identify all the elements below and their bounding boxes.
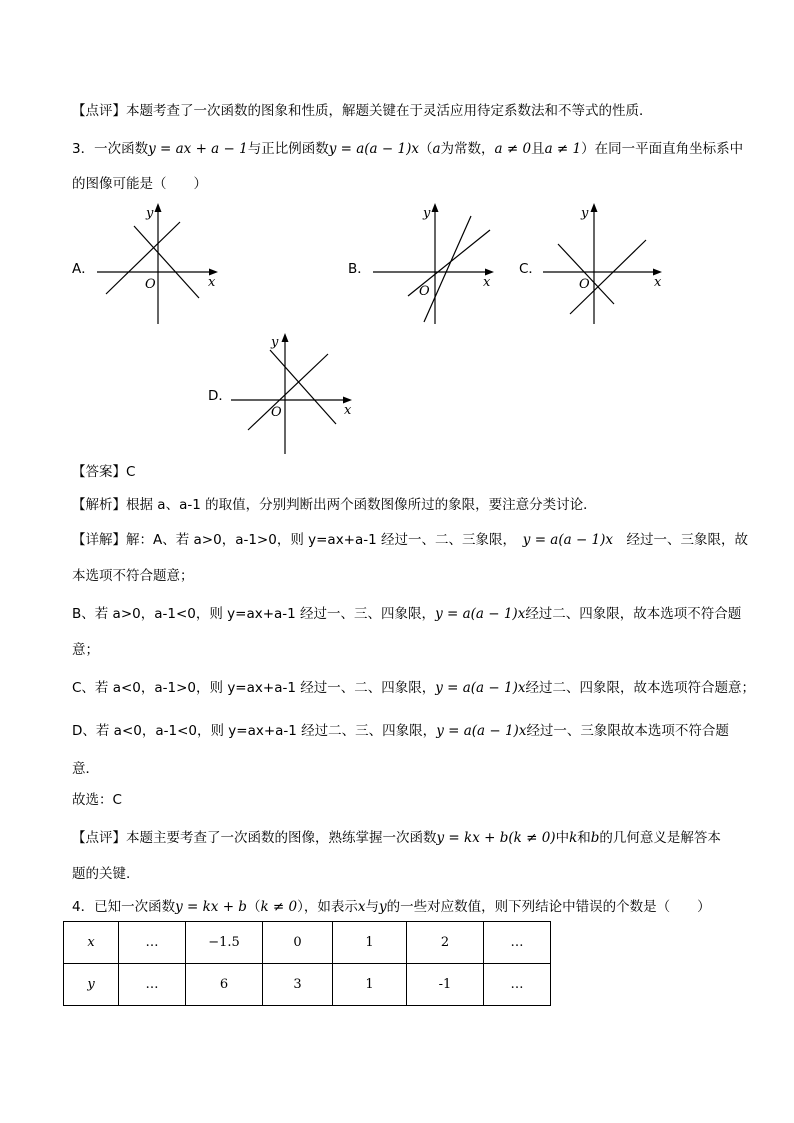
review2-equation: y = kx + b(k ≠ 0) <box>436 830 556 846</box>
q4-equation: y = kx + b <box>175 899 247 915</box>
y-axis-label: y <box>423 206 431 221</box>
option-c-graph <box>540 200 670 328</box>
detail-l1-text-a: 【详解】解：A、若 a>0，a-1>0，则 y=ax+a-1 经过一、二、三象限， <box>72 532 510 548</box>
q3-equation-1: y = ax + a − 1 <box>148 141 248 157</box>
option-a-label: A． <box>72 261 95 277</box>
detail-l1-equation: y = a(a − 1)x <box>522 532 614 548</box>
question-3-line-2: 的图像可能是（ ） <box>72 176 207 192</box>
option-b-graph <box>370 200 500 328</box>
q4-text-a: 4．已知一次函数 <box>72 899 176 915</box>
table-cell: … <box>119 964 186 1006</box>
option-d-label: D． <box>208 388 232 404</box>
option-d-graph <box>228 330 358 458</box>
review2-text-d: 的几何意义是解答本 <box>599 830 721 846</box>
graph-line-2 <box>134 226 199 298</box>
analysis: 【解析】根据 a、a-1 的取值，分别判断出两个函数图像所过的象限，要注意分类讨论． <box>72 497 597 513</box>
detail-l1-text-b: 经过一、三象限，故 <box>626 532 749 548</box>
origin-label: O <box>579 277 590 292</box>
y-axis-arrow <box>432 203 439 212</box>
detail-line-2: 本选项不符合题意； <box>72 568 194 584</box>
question-3-line-1 <box>72 139 743 159</box>
q3-text-d: 为常数， <box>440 141 495 157</box>
table-cell: y <box>64 964 119 1006</box>
review2-var-k: k <box>569 830 578 846</box>
y-axis-label: y <box>146 206 154 221</box>
y-axis-arrow <box>591 203 598 212</box>
q4-text-e: 的一些对应数值，则下列结论中错误的个数是（ ） <box>386 899 711 915</box>
table-row-x <box>64 922 551 964</box>
option-c-label: C． <box>519 261 542 277</box>
y-axis-label: y <box>271 335 279 350</box>
origin-label: O <box>419 284 430 299</box>
table-cell: x <box>64 922 119 964</box>
detail-l3-equation: y = a(a − 1)x <box>435 606 526 622</box>
y-axis-arrow <box>282 333 289 342</box>
review-1: 【点评】本题考查了一次函数的图象和性质，解题关键在于灵活应用待定系数法和不等式的性质． <box>72 103 653 119</box>
x-axis-label: x <box>208 275 216 290</box>
origin-label: O <box>271 405 282 420</box>
review-2-line-1 <box>72 828 721 848</box>
detail-line-1 <box>72 530 748 550</box>
q3-condition-1: a ≠ 0 <box>494 141 532 157</box>
graph-line-1 <box>248 354 328 430</box>
q3-equation-2: y = a(a − 1)x <box>328 141 419 157</box>
question-4 <box>72 897 711 917</box>
detail-l5-text-a: C、若 a<0，a-1>0，则 y=ax+a-1 经过一、二、四象限， <box>72 680 436 696</box>
q4-var-y: y <box>379 899 387 915</box>
q3-condition-2: a ≠ 1 <box>544 141 582 157</box>
detail-line-6 <box>72 721 729 741</box>
table-cell: 0 <box>263 922 333 964</box>
review2-text-c: 和 <box>577 830 591 846</box>
x-axis-label: x <box>483 275 491 290</box>
y-axis-label: y <box>581 206 589 221</box>
q4-text-c: ），如表示 <box>297 899 358 915</box>
q3-var-a: a <box>432 141 441 157</box>
detail-choice: 故选：C <box>72 792 122 808</box>
answer: 【答案】C <box>72 464 136 480</box>
q3-text-b: 与正比例函数 <box>247 141 329 157</box>
graph-line-1 <box>106 222 180 294</box>
table-cell: 6 <box>186 964 263 1006</box>
x-axis-label: x <box>654 275 662 290</box>
detail-l5-text-b: 经过二、四象限，故本选项符合题意； <box>525 680 755 696</box>
table-cell: 1 <box>333 964 407 1006</box>
q4-var-x: x <box>357 899 366 915</box>
value-table <box>63 921 551 1006</box>
detail-line-3 <box>72 604 741 624</box>
table-cell: 2 <box>407 922 484 964</box>
option-b-label: B． <box>348 261 371 277</box>
q3-text-e: 且 <box>531 141 545 157</box>
table-cell: … <box>119 922 186 964</box>
option-a-graph <box>92 200 222 328</box>
table-cell: … <box>484 922 551 964</box>
detail-l6-text-a: D、若 a<0，a-1<0，则 y=ax+a-1 经过二、三、四象限， <box>72 723 437 739</box>
q4-text-b: （ <box>246 899 261 915</box>
review-2-line-2: 题的关键. <box>72 866 131 882</box>
detail-l3-text-a: B、若 a>0，a-1<0，则 y=ax+a-1 经过一、三、四象限， <box>72 606 436 622</box>
table-cell: … <box>484 964 551 1006</box>
review2-var-b: b <box>590 830 600 846</box>
detail-line-7: 意． <box>72 761 99 777</box>
x-axis-label: x <box>344 403 352 418</box>
review2-text-b: 中 <box>555 830 570 846</box>
origin-label: O <box>145 277 156 292</box>
q4-condition: k ≠ 0 <box>260 899 298 915</box>
detail-l5-equation: y = a(a − 1)x <box>435 680 526 696</box>
table-cell: -1 <box>407 964 484 1006</box>
table-cell: 1 <box>333 922 407 964</box>
detail-line-4: 意； <box>72 642 99 658</box>
detail-l3-text-b: 经过二、四象限，故本选项不符合题 <box>525 606 742 622</box>
q4-text-d: 与 <box>365 899 379 915</box>
table-cell: 3 <box>263 964 333 1006</box>
q3-text-f: ）在同一平面直角坐标系中 <box>581 141 744 157</box>
q3-text-a: 3．一次函数 <box>72 141 149 157</box>
q3-text-c: （ <box>418 141 433 157</box>
graph-line-2 <box>424 216 471 322</box>
table-cell: −1.5 <box>186 922 263 964</box>
detail-line-5 <box>72 678 755 698</box>
detail-l6-text-b: 经过一、三象限故本选项不符合题 <box>526 723 729 739</box>
graph-line-1 <box>558 244 614 304</box>
table-row-y <box>64 964 551 1006</box>
detail-l6-equation: y = a(a − 1)x <box>436 723 527 739</box>
y-axis-arrow <box>155 203 162 212</box>
review2-text-a: 【点评】本题主要考查了一次函数的图像，熟练掌握一次函数 <box>72 830 437 846</box>
